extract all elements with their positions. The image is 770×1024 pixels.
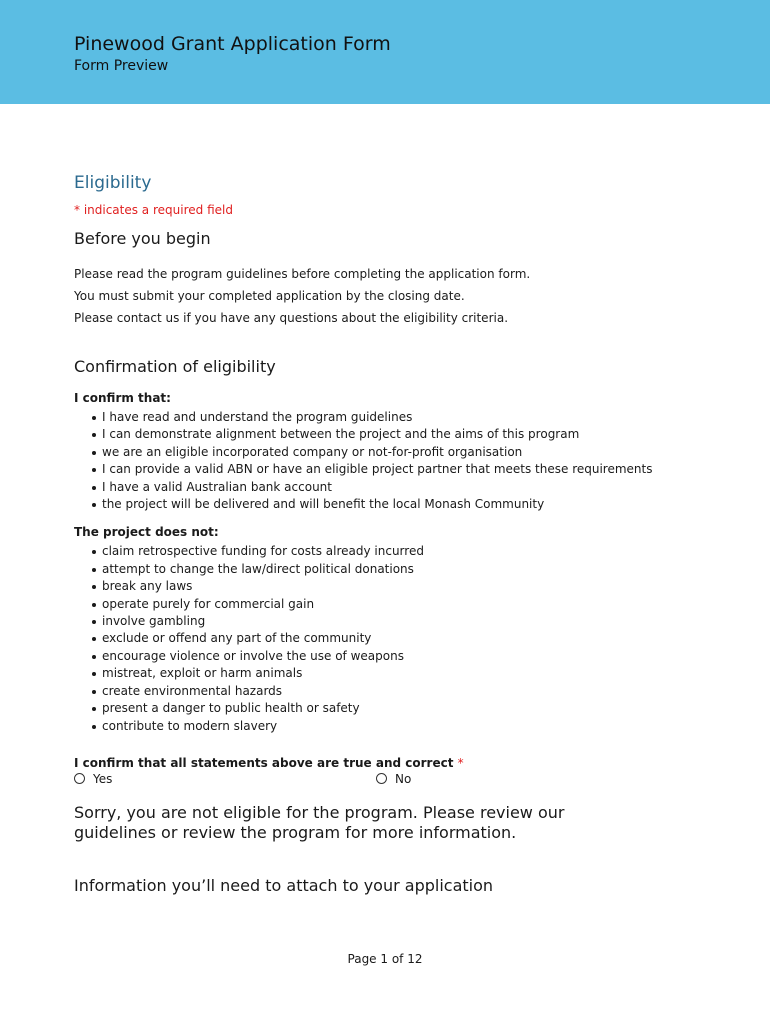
- list-item: create environmental hazards: [92, 683, 694, 700]
- list-item: I can demonstrate alignment between the project and the aims of this program: [92, 426, 694, 443]
- list-item: encourage violence or involve the use of weapons: [92, 648, 694, 665]
- yes-radio-button[interactable]: [74, 773, 85, 784]
- no-radio-button[interactable]: [376, 773, 387, 784]
- list-item: involve gambling: [92, 613, 694, 630]
- confirm-list: [74, 409, 694, 513]
- project-does-not-list: [74, 543, 694, 734]
- list-item: I have read and understand the program guidelines: [92, 409, 694, 426]
- form-content: [74, 170, 694, 897]
- intro-paragraphs: [74, 263, 694, 329]
- list-item: exclude or offend any part of the community: [92, 630, 694, 647]
- confirmation-heading: Confirmation of eligibility: [74, 357, 276, 376]
- list-item: operate purely for commercial gain: [92, 596, 694, 613]
- list-item: I can provide a valid ABN or have an eligible project partner that meets these requirements: [92, 461, 694, 478]
- list-item: the project will be delivered and will benefit the local Monash Community: [92, 496, 694, 513]
- ineligible-message: Sorry, you are not eligible for the program. Please review our guidelines or review the program for more information.: [74, 802, 565, 842]
- list-item: attempt to change the law/direct political donations: [92, 561, 694, 578]
- confirm-radio-group: [74, 771, 694, 789]
- list-item: we are an eligible incorporated company or not-for-profit organisation: [92, 444, 694, 461]
- intro-paragraph: Please read the program guidelines before completing the application form.: [74, 267, 531, 281]
- no-radio-option[interactable]: [376, 772, 411, 786]
- page-number: Page 1 of 12: [347, 952, 423, 966]
- required-field-note: * indicates a required field: [74, 203, 233, 217]
- before-you-begin-heading: Before you begin: [74, 229, 211, 248]
- list-item: present a danger to public health or safety: [92, 700, 694, 717]
- list-item: break any laws: [92, 578, 694, 595]
- confirm-that-label: I confirm that:: [74, 391, 171, 405]
- list-item: I have a valid Australian bank account: [92, 479, 694, 496]
- intro-paragraph: You must submit your completed application by the closing date.: [74, 289, 465, 303]
- attachments-heading: Information you’ll need to attach to your application: [74, 875, 494, 895]
- no-radio-label: No: [395, 771, 412, 786]
- required-marker: *: [457, 755, 464, 770]
- section-title: Eligibility: [74, 173, 152, 193]
- confirm-statement-question: [74, 755, 694, 771]
- form-header: [0, 0, 770, 104]
- yes-radio-label: Yes: [93, 771, 113, 786]
- yes-radio-option[interactable]: [74, 772, 112, 786]
- list-item: claim retrospective funding for costs already incurred: [92, 543, 694, 560]
- list-item: contribute to modern slavery: [92, 718, 694, 735]
- intro-paragraph: Please contact us if you have any questions about the eligibility criteria.: [74, 311, 509, 325]
- list-item: mistreat, exploit or harm animals: [92, 665, 694, 682]
- confirm-statement-text: I confirm that all statements above are true and correct: [74, 755, 454, 770]
- project-does-not-label: The project does not:: [74, 525, 219, 540]
- form-title: Pinewood Grant Application Form: [74, 33, 391, 55]
- form-subtitle: Form Preview: [74, 58, 169, 74]
